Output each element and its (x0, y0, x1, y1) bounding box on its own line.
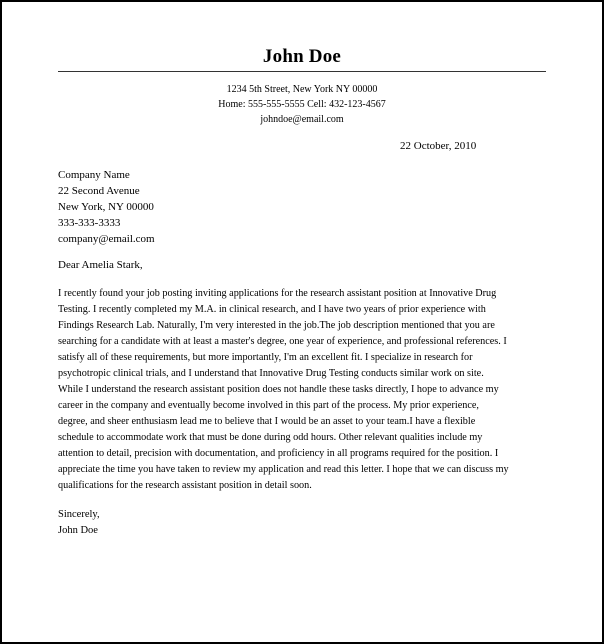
sender-phones: Home: 555-555-5555 Cell: 432-123-4567 (218, 99, 386, 110)
recipient-city: New York, NY 00000 (58, 201, 154, 213)
body-line: qualifications for the research assistant position in detail soon. (58, 480, 312, 491)
recipient-phone: 333-333-3333 (58, 217, 121, 229)
body-line: searching for a candidate with at least a master's degree, one year of experience, and professional references. I (58, 336, 507, 347)
body-line: satisfy all of these requirements, but more importantly, I'm an excellent fit. I specialize in research for (58, 352, 473, 363)
salutation: Dear Amelia Stark, (58, 259, 143, 271)
body-line: psychotropic clinical trials, and I understand that Innovative Drug Testing conducts similar work on site. (58, 368, 484, 379)
closing-block (58, 507, 100, 539)
recipient-email: company@email.com (58, 233, 155, 245)
sender-name: John Doe (262, 46, 342, 67)
body-line: attention to detail, precision with documentation, and proficiency in all programs required for the position. I (58, 448, 499, 459)
body-line: Findings Research Lab. Naturally, I'm very interested in the job.The job description mentioned that you are (58, 320, 495, 331)
signature-name: John Doe (58, 525, 98, 536)
letter-date: 22 October, 2010 (400, 140, 477, 152)
sender-address: 1234 5th Street, New York NY 00000 (226, 84, 378, 95)
body-line: While I understand the research assistant position does not handle these tasks directly, I hope to advance my (58, 384, 499, 395)
body-line: I recently found your job posting inviting applications for the research assistant position at Innovative Drug (58, 288, 497, 299)
letter-body (58, 286, 548, 494)
body-line: schedule to accommodate work that must be done during odd hours. Other relevant qualities include my (58, 432, 483, 443)
recipient-block (58, 167, 155, 247)
header-divider (58, 71, 546, 72)
body-line: career in the company and eventually become involved in this part of the process. My prior experience, (58, 400, 479, 411)
recipient-company: Company Name (58, 169, 130, 181)
sender-contact-block (2, 82, 602, 127)
body-line: appreciate the time you have taken to review my application and read this letter. I hope that we can discuss my (58, 464, 509, 475)
sender-email: johndoe@email.com (260, 114, 344, 125)
recipient-street: 22 Second Avenue (58, 185, 140, 197)
body-line: degree, and sheer enthusiasm lead me to believe that I would be an asset to your team.I have a flexible (58, 416, 476, 427)
valediction: Sincerely, (58, 509, 100, 520)
body-line: Testing. I recently completed my M.A. in clinical research, and I have two years of prior experience with (58, 304, 486, 315)
